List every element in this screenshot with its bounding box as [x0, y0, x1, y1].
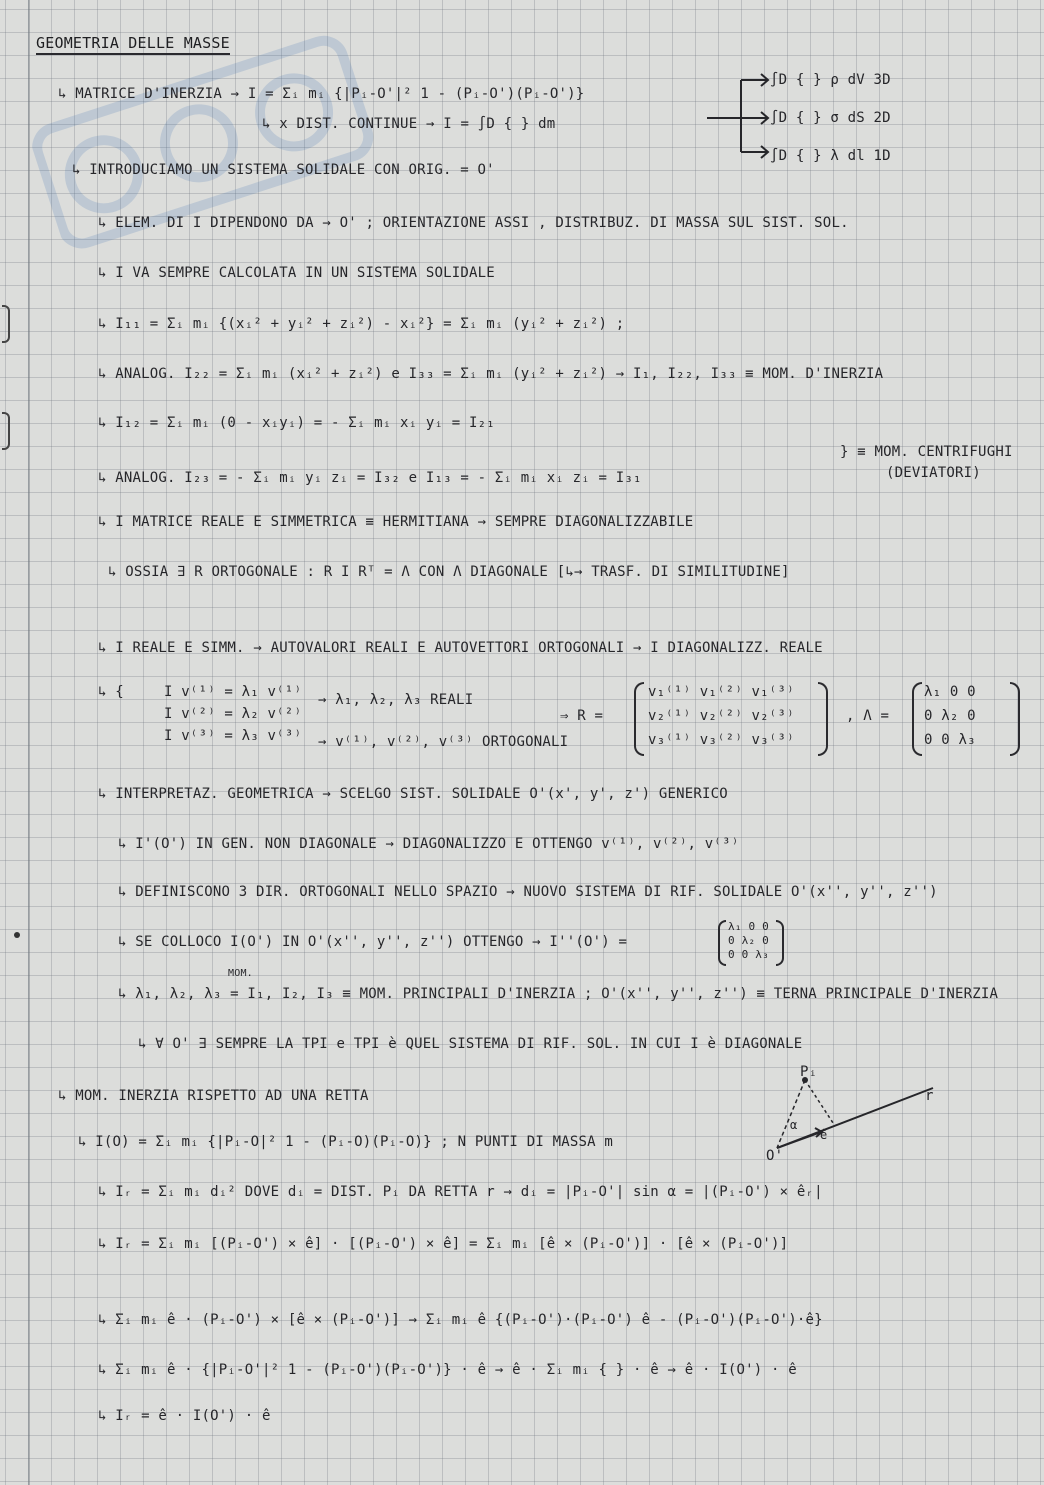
note-line: ↳ Σᵢ mᵢ ê · {|Pᵢ-O'|² 1 - (Pᵢ-O')(Pᵢ-O')} · ê → ê · Σᵢ mᵢ { } · ê → ê · I(O') · ê [98, 1362, 797, 1378]
watermark [25, 21, 395, 269]
note-line: ↳ Σᵢ mᵢ ê · (Pᵢ-O') × [ê × (Pᵢ-O')] → Σᵢ mᵢ ê {(Pᵢ-O')·(Pᵢ-O') ê - (Pᵢ-O')(Pᵢ-O')·ê} [98, 1312, 823, 1328]
integral-2d: ∫D { } σ dS 2D [770, 110, 891, 126]
Lambda-row: 0 0 λ₃ [924, 732, 976, 748]
matrix-bracket [818, 682, 828, 756]
note-line: ↳ I REALE E SIMM. → AUTOVALORI REALI E AUTOVETTORI ORTOGONALI → I DIAGONALIZZ. REALE [98, 640, 823, 656]
diagram-unit-label: ê [820, 1128, 828, 1142]
matrix-bracket [718, 920, 726, 966]
note-line: ↳ ∀ O' ∃ SEMPRE LA TPI e TPI è QUEL SISTEMA DI RIF. SOL. IN CUI I è DIAGONALE [138, 1036, 803, 1052]
diag-row: λ₁ 0 0 [728, 920, 769, 933]
note-line: ↳ MATRICE D'INERZIA → I = Σᵢ mᵢ {|Pᵢ-O'|² 1 - (Pᵢ-O')(Pᵢ-O')} [58, 86, 585, 102]
integral-1d: ∫D { } λ dl 1D [770, 148, 891, 164]
note-line: ↳ I₁₁ = Σᵢ mᵢ {(xᵢ² + yᵢ² + zᵢ²) - xᵢ²} = Σᵢ mᵢ (yᵢ² + zᵢ²) ; [98, 316, 625, 332]
diag-row: 0 0 λ₃ [728, 948, 769, 961]
section-heading: ↳ MOM. INERZIA RISPETTO AD UNA RETTA [58, 1088, 369, 1104]
Lambda-row: λ₁ 0 0 [924, 684, 976, 700]
note-line: ↳ I MATRICE REALE E SIMMETRICA ≡ HERMITIANA → SEMPRE DIAGONALIZZABILE [98, 514, 694, 530]
note-line: ↳ λ₁, λ₂, λ₃ = I₁, I₂, I₃ ≡ MOM. PRINCIPALI D'INERZIA ; O'(x'', y'', z'') ≡ TERNA PRINCIPALE D'INERZIA [118, 986, 999, 1002]
diagram-origin-label: O' [766, 1148, 784, 1164]
R-row: v₂⁽¹⁾ v₂⁽²⁾ v₂⁽³⁾ [648, 708, 795, 724]
eigen-brace: ↳ { [98, 684, 124, 700]
note-line: ↳ Iᵣ = Σᵢ mᵢ dᵢ² DOVE dᵢ = DIST. Pᵢ DA RETTA r → dᵢ = |Pᵢ-O'| sin α = |(Pᵢ-O') × êᵣ| [98, 1184, 823, 1200]
R-label: ⇒ R = [560, 708, 604, 724]
note-line: ↳ I'(O') IN GEN. NON DIAGONALE → DIAGONALIZZO E OTTENGO v⁽¹⁾, v⁽²⁾, v⁽³⁾ [118, 836, 740, 852]
note-line: ↳ DEFINISCONO 3 DIR. ORTOGONALI NELLO SPAZIO → NUOVO SISTEMA DI RIF. SOLIDALE O'(x'', y'', z'') [118, 884, 938, 900]
diag-row: 0 λ₂ 0 [728, 934, 769, 947]
note-line: ↳ INTRODUCIAMO UN SISTEMA SOLIDALE CON ORIG. = O' [72, 162, 495, 178]
note-line: ↳ Iᵣ = Σᵢ mᵢ [(Pᵢ-O') × ê] · [(Pᵢ-O') × ê] = Σᵢ mᵢ [ê × (Pᵢ-O')] · [ê × (Pᵢ-O')] [98, 1236, 789, 1252]
binding-mark [2, 305, 10, 343]
integral-3d: ∫D { } ρ dV 3D [770, 72, 891, 88]
overnote: MOM. [228, 968, 253, 979]
note-line: ↳ x DIST. CONTINUE → I = ∫D { } dm [262, 116, 556, 132]
R-row: v₁⁽¹⁾ v₁⁽²⁾ v₁⁽³⁾ [648, 684, 795, 700]
note-line: ↳ Iᵣ = ê · I(O') · ê [98, 1408, 271, 1424]
note-line: ↳ I₁₂ = Σᵢ mᵢ (0 - xᵢyᵢ) = - Σᵢ mᵢ xᵢ yᵢ = I₂₁ [98, 415, 495, 431]
note-line: ↳ ELEM. DI I DIPENDONO DA → O' ; ORIENTAZIONE ASSI , DISTRIBUZ. DI MASSA SUL SIST. SOL. [98, 215, 849, 231]
matrix-bracket [912, 682, 922, 756]
mom-centrifughi-note: } ≡ MOM. CENTRIFUGHI [840, 444, 1013, 460]
note-line: ↳ INTERPRETAZ. GEOMETRICA → SCELGO SIST. SOLIDALE O'(x', y', z') GENERICO [98, 786, 728, 802]
matrix-bracket [1010, 682, 1020, 756]
note-line: ↳ ANALOG. I₂₃ = - Σᵢ mᵢ yᵢ zᵢ = I₃₂ e I₁₃ = - Σᵢ mᵢ xᵢ zᵢ = I₃₁ [98, 470, 642, 486]
Lambda-row: 0 λ₂ 0 [924, 708, 976, 724]
eigen-eq: I v⁽²⁾ = λ₂ v⁽²⁾ [164, 706, 303, 722]
note-line: ↳ OSSIA ∃ R ORTOGONALE : R I Rᵀ = Λ CON Λ DIAGONALE [↳→ TRASF. DI SIMILITUDINE] [108, 564, 790, 580]
ink-dot [14, 932, 20, 938]
binding-mark [2, 412, 10, 450]
eigen-eq: I v⁽¹⁾ = λ₁ v⁽¹⁾ [164, 684, 303, 700]
note-line: ↳ I(O) = Σᵢ mᵢ {|Pᵢ-O|² 1 - (Pᵢ-O)(Pᵢ-O)} ; N PUNTI DI MASSA m [78, 1134, 613, 1150]
diagram-line-label: r [925, 1088, 934, 1104]
page-margin-line [28, 0, 30, 1485]
eigen-eq: I v⁽³⁾ = λ₃ v⁽³⁾ [164, 728, 303, 744]
note-line: ↳ SE COLLOCO I(O') IN O'(x'', y'', z'') OTTENGO → I''(O') = [118, 934, 628, 950]
watermark-icon [25, 21, 395, 269]
diagram-point-label: Pᵢ [800, 1064, 818, 1080]
note-line: ↳ ANALOG. I₂₂ = Σᵢ mᵢ (xᵢ² + zᵢ²) e I₃₃ = Σᵢ mᵢ (yᵢ² + zᵢ²) → I₁, I₂₂, I₃₃ ≡ MOM. D'INERZIA [98, 366, 884, 382]
R-row: v₃⁽¹⁾ v₃⁽²⁾ v₃⁽³⁾ [648, 732, 795, 748]
Lambda-label: , Λ = [846, 708, 890, 724]
matrix-bracket [776, 920, 784, 966]
eigen-note: → λ₁, λ₂, λ₃ REALI [318, 692, 474, 708]
note-line: ↳ I VA SEMPRE CALCOLATA IN UN SISTEMA SOLIDALE [98, 265, 495, 281]
deviatori-note: (DEVIATORI) [886, 465, 981, 481]
eigen-note: → v⁽¹⁾, v⁽²⁾, v⁽³⁾ ORTOGONALI [318, 734, 569, 750]
page-title: GEOMETRIA DELLE MASSE [36, 34, 230, 55]
line-distance-diagram [755, 1058, 945, 1168]
diagram-angle-label: α [790, 1118, 798, 1132]
matrix-bracket [634, 682, 644, 756]
